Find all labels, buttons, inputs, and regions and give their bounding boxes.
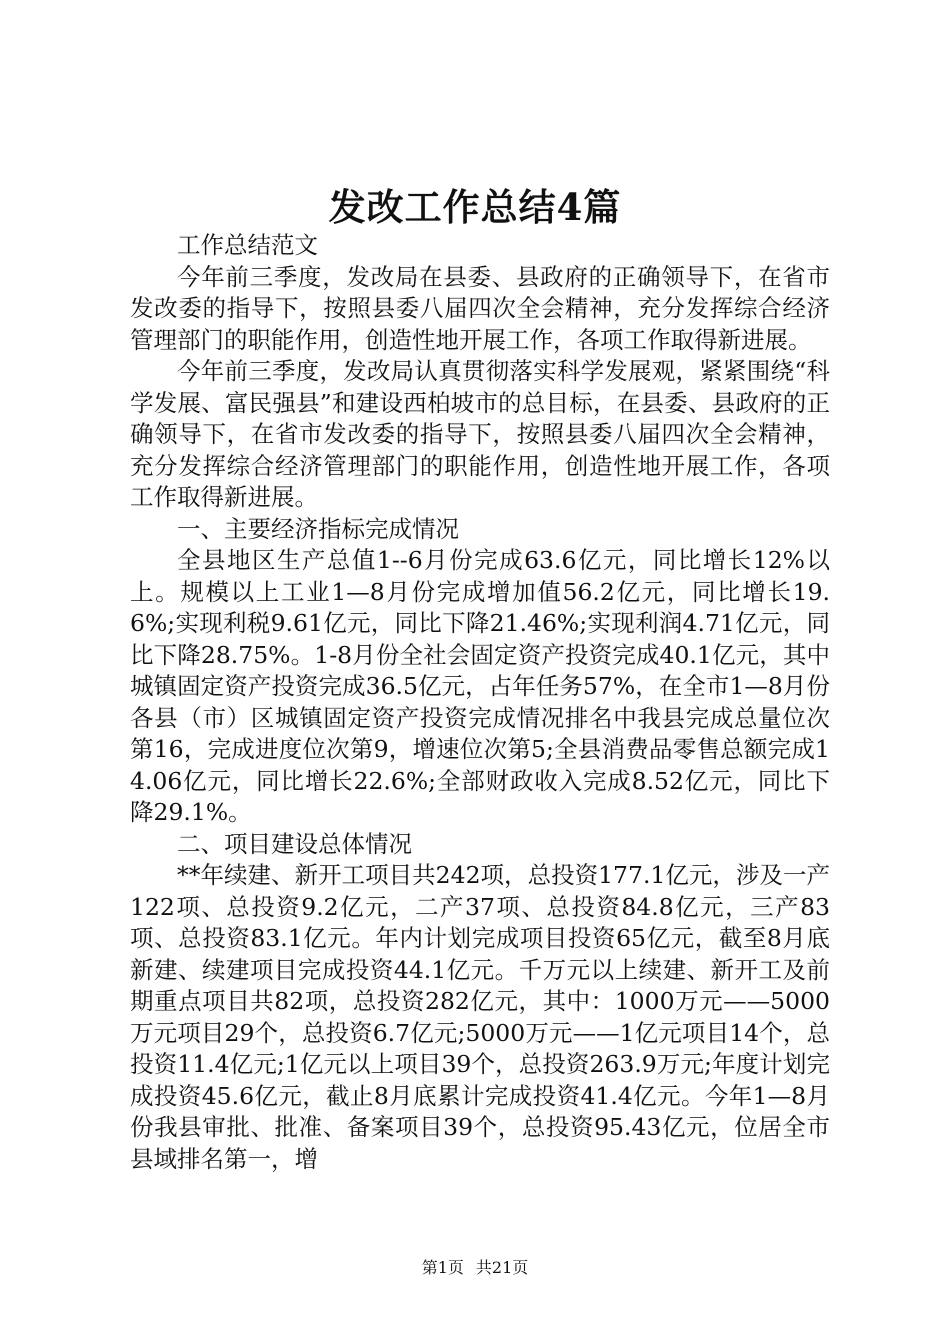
paragraph-overview: 今年前三季度，发改局认真贯彻落实科学发展观，紧紧围绕“科学发展、富民强县”和建设西柏坡市的总目标，在县委、县政府的正确领导下，在省市发改委的指导下，按照县委八届四次全会精神，充分发挥综合经济管理部门的职能作用，创造性地开展工作，各项工作取得新进展。 [130,357,830,511]
page-number: 第1页 [421,1258,464,1277]
page-footer [0,1256,950,1280]
section-heading-economic-indicators: 一、主要经济指标完成情况 [177,514,459,543]
paragraph-economic-indicators: 全县地区生产总值1--6月份完成63.6亿元，同比增长12%以上。规模以上工业1—8月份完成增加值56.2亿元，同比增长19.6%;实现利税9.61亿元，同比下降21.46%;实现利润4.71亿元，同比下降28.75%。1-8月份全社会固定资产投资完成40.1亿元，其中城镇固定资产投资完成36.5亿元，占年任务57%，在全市1—8月份各县（市）区城镇固定资产投资完成情况排名中我县完成总量位次第16，完成进度位次第9，增速位次第5;全县消费品零售总额完成14.06亿元，同比增长22.6%;全部财政收入完成8.52亿元，同比下降29.1%。 [130,546,830,826]
paragraph-label: 工作总结范文 [177,231,318,259]
document-title: 发改工作总结4篇 [328,185,622,229]
paragraph-project-construction: **年续建、新开工项目共242项，总投资177.1亿元，涉及一产122项、总投资9.2亿元，二产37项、总投资84.8亿元，三产83项、总投资83.1亿元。年内计划完成项目投资65亿元，截至8月底新建、续建项目完成投资44.1亿元。千万元以上续建、新开工及前期重点项目共82项，总投资282亿元，其中：1000万元——5000万元项目29个，总投资6.7亿元;5000万元——1亿元项目14个，总投资11.4亿元;1亿元以上项目39个，总投资263.9万元;年度计划完成投资45.6亿元，截止8月底累计完成投资41.4亿元。今年1—8月份我县审批、批准、备案项目39个，总投资95.43亿元，位居全市县域排名第一，增 [130,861,830,1173]
document-body [130,230,830,1175]
paragraph-intro: 今年前三季度，发改局在县委、县政府的正确领导下，在省市发改委的指导下，按照县委八届四次全会精神，充分发挥综合经济管理部门的职能作用，创造性地开展工作，各项工作取得新进展。 [130,262,830,354]
section-heading-project-construction: 二、项目建设总体情况 [177,829,412,858]
page-total: 共21页 [475,1258,529,1277]
